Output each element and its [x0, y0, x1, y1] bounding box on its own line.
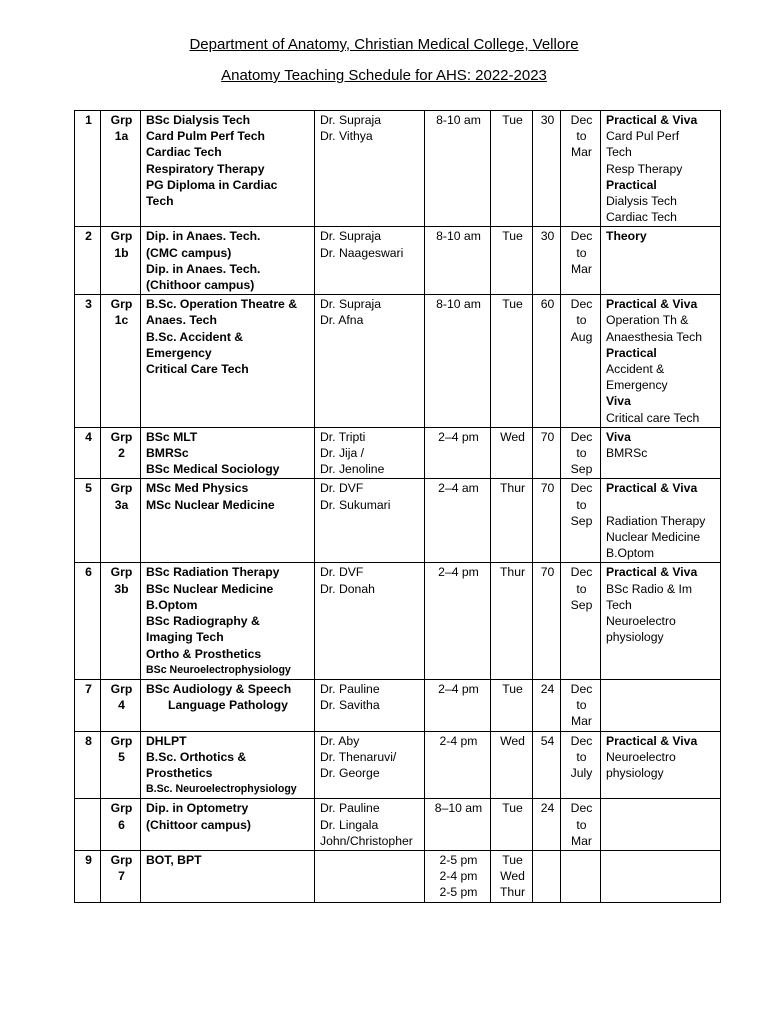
course-name: B.Sc. Orthotics &	[146, 749, 247, 764]
course-name: Imaging Tech	[146, 630, 224, 645]
period-text: July	[570, 765, 593, 780]
group-cell	[101, 227, 141, 295]
period-text: to	[576, 497, 587, 512]
document-subtitle: Anatomy Teaching Schedule for AHS: 2022-2023	[221, 67, 547, 84]
faculty-name: Dr. Vithya	[320, 129, 373, 144]
period-text: Dec	[570, 113, 593, 127]
time-cell	[425, 295, 491, 428]
group-label: Grp	[110, 229, 133, 244]
faculty-name: Dr. Donah	[320, 581, 375, 596]
exam-text	[606, 497, 717, 513]
faculty-name: Dr. Afna	[320, 313, 364, 328]
faculty-cell	[315, 295, 425, 428]
faculty-cell	[315, 227, 425, 295]
course-name: Dip. in Optometry	[146, 801, 249, 816]
course-name: B.Optom	[146, 597, 198, 612]
exam-text: Emergency	[606, 378, 668, 393]
group-cell	[101, 563, 141, 679]
group-label: Grp	[110, 297, 133, 312]
course-name: B.Sc. Accident & Emergency	[146, 329, 244, 360]
students-cell: 54	[533, 731, 561, 799]
day-cell	[491, 227, 533, 295]
period-text: Dec	[570, 681, 593, 696]
course-name: Ortho & Prosthetics	[146, 646, 262, 661]
period-text: to	[576, 313, 587, 328]
group-label: Grp	[110, 565, 133, 580]
course-name: Card Pulm Perf Tech	[146, 129, 265, 144]
period-text: Sep	[570, 462, 593, 477]
faculty-name: Dr. Sukumari	[320, 497, 391, 512]
students-cell: 70	[533, 479, 561, 563]
period-text: Dec	[570, 481, 593, 496]
period-text: Sep	[570, 513, 593, 528]
time-cell	[425, 563, 491, 679]
faculty-name: Dr. Savitha	[320, 698, 380, 713]
table-row	[75, 799, 721, 851]
class-time: 8-10 am	[436, 113, 481, 127]
period-text: to	[576, 817, 587, 832]
course-name: Prosthetics	[146, 765, 213, 780]
group-label: Grp	[110, 801, 133, 816]
period-text: to	[576, 698, 587, 713]
course-name: Critical Care Tech	[146, 362, 249, 377]
course-name: Dip. in Anaes. Tech.	[146, 229, 261, 244]
period-text: Sep	[570, 597, 593, 612]
course-name: BSc MLT	[146, 429, 198, 444]
period-cell	[561, 799, 601, 851]
exam-cell	[601, 563, 721, 679]
group-label: 3a	[114, 497, 129, 512]
time-cell	[425, 679, 491, 731]
group-label: 6	[118, 817, 125, 832]
group-label: 3b	[114, 581, 129, 596]
faculty-cell	[315, 679, 425, 731]
row-number-cell: 2	[75, 227, 101, 295]
exam-text: Anaesthesia Tech	[606, 329, 702, 344]
faculty-name: Dr. Supraja	[320, 113, 381, 127]
period-cell	[561, 731, 601, 799]
students-cell: 24	[533, 679, 561, 731]
row-number-cell: 4	[75, 427, 101, 479]
period-cell	[561, 427, 601, 479]
day-cell	[491, 111, 533, 227]
exam-cell	[601, 111, 721, 227]
time-cell	[425, 227, 491, 295]
course-name: Language Pathology	[168, 698, 288, 713]
period-text: to	[576, 581, 587, 596]
exam-cell	[601, 479, 721, 563]
class-day: Tue	[502, 852, 523, 867]
row-number-cell	[75, 799, 101, 851]
students-cell	[533, 850, 561, 902]
course-name: BSc Dialysis Tech	[146, 113, 251, 127]
group-label: Grp	[110, 852, 133, 867]
faculty-name: Dr. Aby	[320, 733, 360, 748]
class-time: 2–4 am	[438, 481, 479, 496]
group-cell	[101, 731, 141, 799]
group-label: Grp	[110, 481, 133, 496]
exam-text: Practical	[606, 345, 657, 360]
exam-cell	[601, 227, 721, 295]
class-day: Wed	[500, 869, 525, 884]
course-name: BOT, BPT	[146, 852, 202, 867]
faculty-name: Dr. DVF	[320, 565, 364, 580]
exam-text: Radiation Therapy	[606, 513, 706, 528]
faculty-cell	[315, 731, 425, 799]
group-cell	[101, 479, 141, 563]
period-text: Mar	[571, 833, 592, 848]
exam-text: B.Optom	[606, 546, 655, 561]
course-name: (Chithoor campus)	[146, 278, 255, 293]
course-cell	[141, 111, 315, 227]
course-name: BSc Nuclear Medicine	[146, 581, 274, 596]
faculty-cell	[315, 111, 425, 227]
period-text: Dec	[570, 229, 593, 244]
row-number-cell: 3	[75, 295, 101, 428]
exam-text: Dialysis Tech	[606, 194, 677, 209]
faculty-cell	[315, 427, 425, 479]
faculty-name: Dr. Jija /	[320, 446, 365, 461]
course-cell	[141, 799, 315, 851]
time-cell	[425, 799, 491, 851]
time-cell	[425, 850, 491, 902]
group-cell	[101, 427, 141, 479]
class-day: Tue	[502, 801, 523, 816]
period-cell	[561, 111, 601, 227]
period-text: Aug	[570, 329, 593, 344]
group-label: Grp	[110, 733, 133, 748]
students-cell: 60	[533, 295, 561, 428]
faculty-cell	[315, 799, 425, 851]
group-label: 1c	[114, 313, 129, 328]
course-name: B.Sc. Neuroelectrophysiology	[146, 783, 297, 796]
group-label: 5	[118, 749, 125, 764]
class-day: Tue	[502, 229, 523, 244]
period-text: Dec	[570, 733, 593, 748]
students-cell: 70	[533, 563, 561, 679]
faculty-name: Dr. George	[320, 765, 380, 780]
course-name: BSc Neuroelectrophysiology	[146, 663, 291, 676]
period-text: to	[576, 129, 587, 144]
exam-text: BSc Radio & Im	[606, 581, 693, 596]
exam-text: Nuclear Medicine	[606, 530, 701, 545]
exam-text: Neuroelectro	[606, 749, 676, 764]
class-time: 2–4 pm	[438, 681, 479, 696]
exam-text: Theory	[606, 229, 647, 244]
period-text: Dec	[570, 565, 593, 580]
exam-text: Neuroelectro	[606, 614, 676, 629]
class-day: Tue	[502, 681, 523, 696]
class-day: Thur	[499, 565, 526, 580]
exam-text: BMRSc	[606, 446, 648, 461]
row-number-cell: 6	[75, 563, 101, 679]
class-time: 2-4 pm	[439, 869, 478, 884]
time-cell	[425, 479, 491, 563]
exam-text: Operation Th &	[606, 313, 689, 328]
period-cell	[561, 295, 601, 428]
students-cell: 70	[533, 427, 561, 479]
course-name: Anaes. Tech	[146, 313, 217, 328]
period-text: Dec	[570, 801, 593, 816]
day-cell	[491, 850, 533, 902]
group-cell	[101, 679, 141, 731]
class-day: Thur	[499, 885, 526, 900]
table-row	[75, 563, 721, 679]
group-label: Grp	[110, 681, 133, 696]
exam-cell	[601, 427, 721, 479]
course-name: BMRSc	[146, 446, 189, 461]
faculty-name: Dr. Lingala	[320, 817, 379, 832]
faculty-cell	[315, 479, 425, 563]
period-text: Mar	[571, 714, 592, 729]
period-text: to	[576, 446, 587, 461]
row-number-cell: 8	[75, 731, 101, 799]
course-name: BSc Radiography &	[146, 614, 260, 629]
exam-text: Tech	[606, 145, 632, 160]
faculty-name: Dr. Tripti	[320, 429, 366, 444]
table-row	[75, 479, 721, 563]
exam-text: Practical & Viva	[606, 113, 698, 127]
exam-cell	[601, 679, 721, 731]
period-text: Mar	[571, 261, 592, 276]
students-cell: 30	[533, 227, 561, 295]
table-row	[75, 850, 721, 902]
time-cell	[425, 731, 491, 799]
course-name: PG Diploma in Cardiac	[146, 177, 278, 192]
exam-text: Viva	[606, 394, 631, 409]
course-cell	[141, 227, 315, 295]
group-label: 7	[118, 869, 125, 884]
period-text: Dec	[570, 297, 593, 312]
faculty-name: Dr. DVF	[320, 481, 364, 496]
schedule-table-body	[75, 111, 721, 903]
course-name: Dip. in Anaes. Tech.	[146, 261, 261, 276]
day-cell	[491, 295, 533, 428]
course-name: MSc Nuclear Medicine	[146, 497, 275, 512]
row-number-cell: 1	[75, 111, 101, 227]
exam-cell	[601, 850, 721, 902]
course-cell	[141, 850, 315, 902]
faculty-cell	[315, 850, 425, 902]
group-cell	[101, 850, 141, 902]
table-row	[75, 427, 721, 479]
course-cell	[141, 679, 315, 731]
exam-text: Practical & Viva	[606, 733, 698, 748]
course-name: B.Sc. Operation Theatre &	[146, 297, 298, 312]
period-cell	[561, 563, 601, 679]
day-cell	[491, 563, 533, 679]
table-row	[75, 111, 721, 227]
schedule-table	[74, 110, 721, 903]
faculty-name: Dr. Jenoline	[320, 462, 385, 477]
course-name: Respiratory Therapy	[146, 161, 265, 176]
exam-text: Critical care Tech	[606, 410, 700, 425]
exam-text: Practical	[606, 177, 657, 192]
exam-text: Viva	[606, 429, 631, 444]
group-label: 2	[118, 446, 125, 461]
group-cell	[101, 295, 141, 428]
exam-cell	[601, 799, 721, 851]
row-number-cell: 5	[75, 479, 101, 563]
time-cell	[425, 111, 491, 227]
group-label: 4	[118, 698, 125, 713]
exam-text: physiology	[606, 765, 664, 780]
course-cell	[141, 295, 315, 428]
table-row	[75, 227, 721, 295]
exam-text: Resp Therapy	[606, 161, 683, 176]
period-text: Dec	[570, 429, 593, 444]
exam-text: Practical & Viva	[606, 297, 698, 312]
class-day: Tue	[502, 113, 523, 127]
course-name: Cardiac Tech	[146, 145, 222, 160]
day-cell	[491, 731, 533, 799]
course-cell	[141, 563, 315, 679]
course-name: MSc Med Physics	[146, 481, 249, 496]
exam-text: Accident &	[606, 362, 665, 377]
class-time: 2-4 pm	[439, 733, 478, 748]
course-name: Tech	[146, 194, 174, 209]
course-name: BSc Radiation Therapy	[146, 565, 280, 580]
row-number-cell: 7	[75, 679, 101, 731]
class-time: 2–4 pm	[438, 565, 479, 580]
class-time: 8-10 am	[436, 297, 481, 312]
exam-text: Tech	[606, 597, 632, 612]
exam-cell	[601, 295, 721, 428]
faculty-name: Dr. Supraja	[320, 297, 381, 312]
exam-text: Card Pul Perf	[606, 129, 680, 144]
course-cell	[141, 731, 315, 799]
table-row	[75, 295, 721, 428]
course-name: BSc Audiology & Speech	[146, 681, 292, 696]
exam-text: Practical & Viva	[606, 481, 698, 496]
period-cell	[561, 227, 601, 295]
exam-cell	[601, 731, 721, 799]
faculty-cell	[315, 563, 425, 679]
period-text: to	[576, 245, 587, 260]
group-cell	[101, 111, 141, 227]
course-name: (Chittoor campus)	[146, 817, 251, 832]
class-time: 2–4 pm	[438, 429, 479, 444]
period-cell	[561, 679, 601, 731]
class-time: 8–10 am	[434, 801, 483, 816]
class-time: 2-5 pm	[439, 885, 478, 900]
time-cell	[425, 427, 491, 479]
group-cell	[101, 799, 141, 851]
period-text: to	[576, 749, 587, 764]
students-cell: 24	[533, 799, 561, 851]
class-day: Tue	[502, 297, 523, 312]
faculty-name: Dr. Supraja	[320, 229, 381, 244]
students-cell: 30	[533, 111, 561, 227]
faculty-name: Dr. Pauline	[320, 681, 380, 696]
period-cell	[561, 850, 601, 902]
exam-text: Cardiac Tech	[606, 210, 677, 225]
course-name: DHLPT	[146, 733, 187, 748]
group-label: Grp	[110, 113, 133, 127]
class-day: Wed	[500, 733, 525, 748]
row-number-cell: 9	[75, 850, 101, 902]
period-cell	[561, 479, 601, 563]
exam-text: physiology	[606, 630, 664, 645]
table-row	[75, 679, 721, 731]
course-cell	[141, 427, 315, 479]
faculty-name: Dr. Naageswari	[320, 245, 404, 260]
day-cell	[491, 679, 533, 731]
table-row	[75, 731, 721, 799]
course-name: BSc Medical Sociology	[146, 462, 280, 477]
document-title: Department of Anatomy, Christian Medical College, Vellore	[189, 36, 579, 53]
class-day: Thur	[499, 481, 526, 496]
day-cell	[491, 479, 533, 563]
faculty-name: Dr. Thenaruvi/	[320, 749, 397, 764]
faculty-name: John/Christopher	[320, 833, 413, 848]
course-cell	[141, 479, 315, 563]
period-text: Mar	[571, 145, 592, 160]
group-label: 1a	[114, 129, 129, 144]
group-label: 1b	[114, 245, 129, 260]
day-cell	[491, 427, 533, 479]
class-time: 2-5 pm	[439, 852, 478, 867]
course-name: (CMC campus)	[146, 245, 232, 260]
day-cell	[491, 799, 533, 851]
faculty-name: Dr. Pauline	[320, 801, 380, 816]
group-label: Grp	[110, 429, 133, 444]
class-day: Wed	[500, 429, 525, 444]
exam-text: Practical & Viva	[606, 565, 698, 580]
class-time: 8-10 am	[436, 229, 481, 244]
